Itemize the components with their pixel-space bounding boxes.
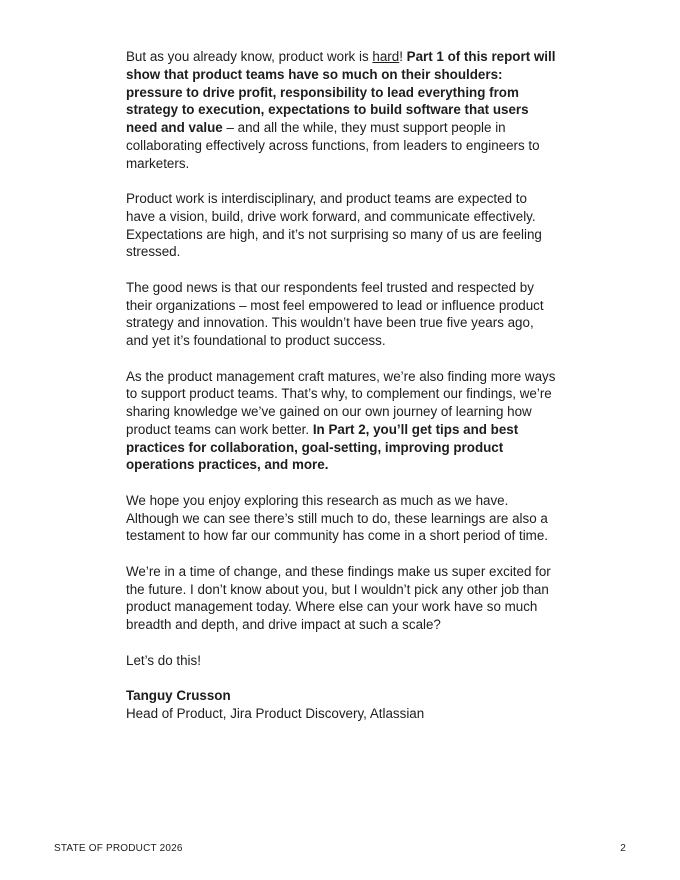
footer-page-number: 2	[620, 843, 626, 854]
letter-body	[126, 48, 558, 723]
text: – and all the while, they must support people in collaborating effectively across functions, from leaders to engineers to marketers.	[126, 120, 540, 171]
text: But as you already know, product work is	[126, 49, 373, 64]
signature-name: Tanguy Crusson	[126, 688, 231, 703]
paragraph-intro	[126, 48, 558, 172]
bold-text: Part 1 of this report will show that product teams have so much on their shoulders: pressure to drive profit, responsibility to lead everything from strategy to execution, expectations to build software that users need and value	[126, 49, 556, 135]
paragraph-change: We’re in a time of change, and these findings make us super excited for the future. I don’t know about you, but I wouldn’t pick any other job than product management today. Where else can your work have so much breadth and depth, and drive impact at such a scale?	[126, 563, 551, 632]
bold-text: In Part 2, you’ll get tips and best practices for collaboration, goal-setting, improving product operations practices, and more.	[126, 421, 519, 473]
paragraph-interdisciplinary: Product work is interdisciplinary, and product teams are expected to have a vision, build, drive work forward, and communicate effectively. Expectations are high, and it’s not surprising so many of us are feeling stressed.	[126, 191, 542, 260]
paragraph-closing: Let’s do this!	[126, 652, 201, 668]
paragraph-hope: We hope you enjoy exploring this research as much as we have. Although we can see there’s still much to do, these learnings are also a testament to how far our community has come in a short period of time.	[126, 492, 548, 544]
emphasis-hard: hard	[372, 49, 400, 64]
paragraph-good-news: The good news is that our respondents feel trusted and respected by their organizations – most feel empowered to lead or influence product strategy and innovation. This wouldn’t have been true five years ago, and yet it’s foundational to product success.	[126, 279, 544, 348]
signature-title: Head of Product, Jira Product Discovery, Atlassian	[126, 705, 425, 721]
signature	[126, 687, 558, 723]
footer-report-title: STATE OF PRODUCT 2026	[54, 843, 183, 854]
text: !	[399, 49, 407, 64]
text: As the product management craft matures, we’re also finding more ways to support product teams. That’s why, to complement our findings, we’re sharing knowledge we’ve gained on our own journey of learning how product teams can work better.	[126, 368, 556, 437]
paragraph-craft-matures	[126, 368, 558, 475]
